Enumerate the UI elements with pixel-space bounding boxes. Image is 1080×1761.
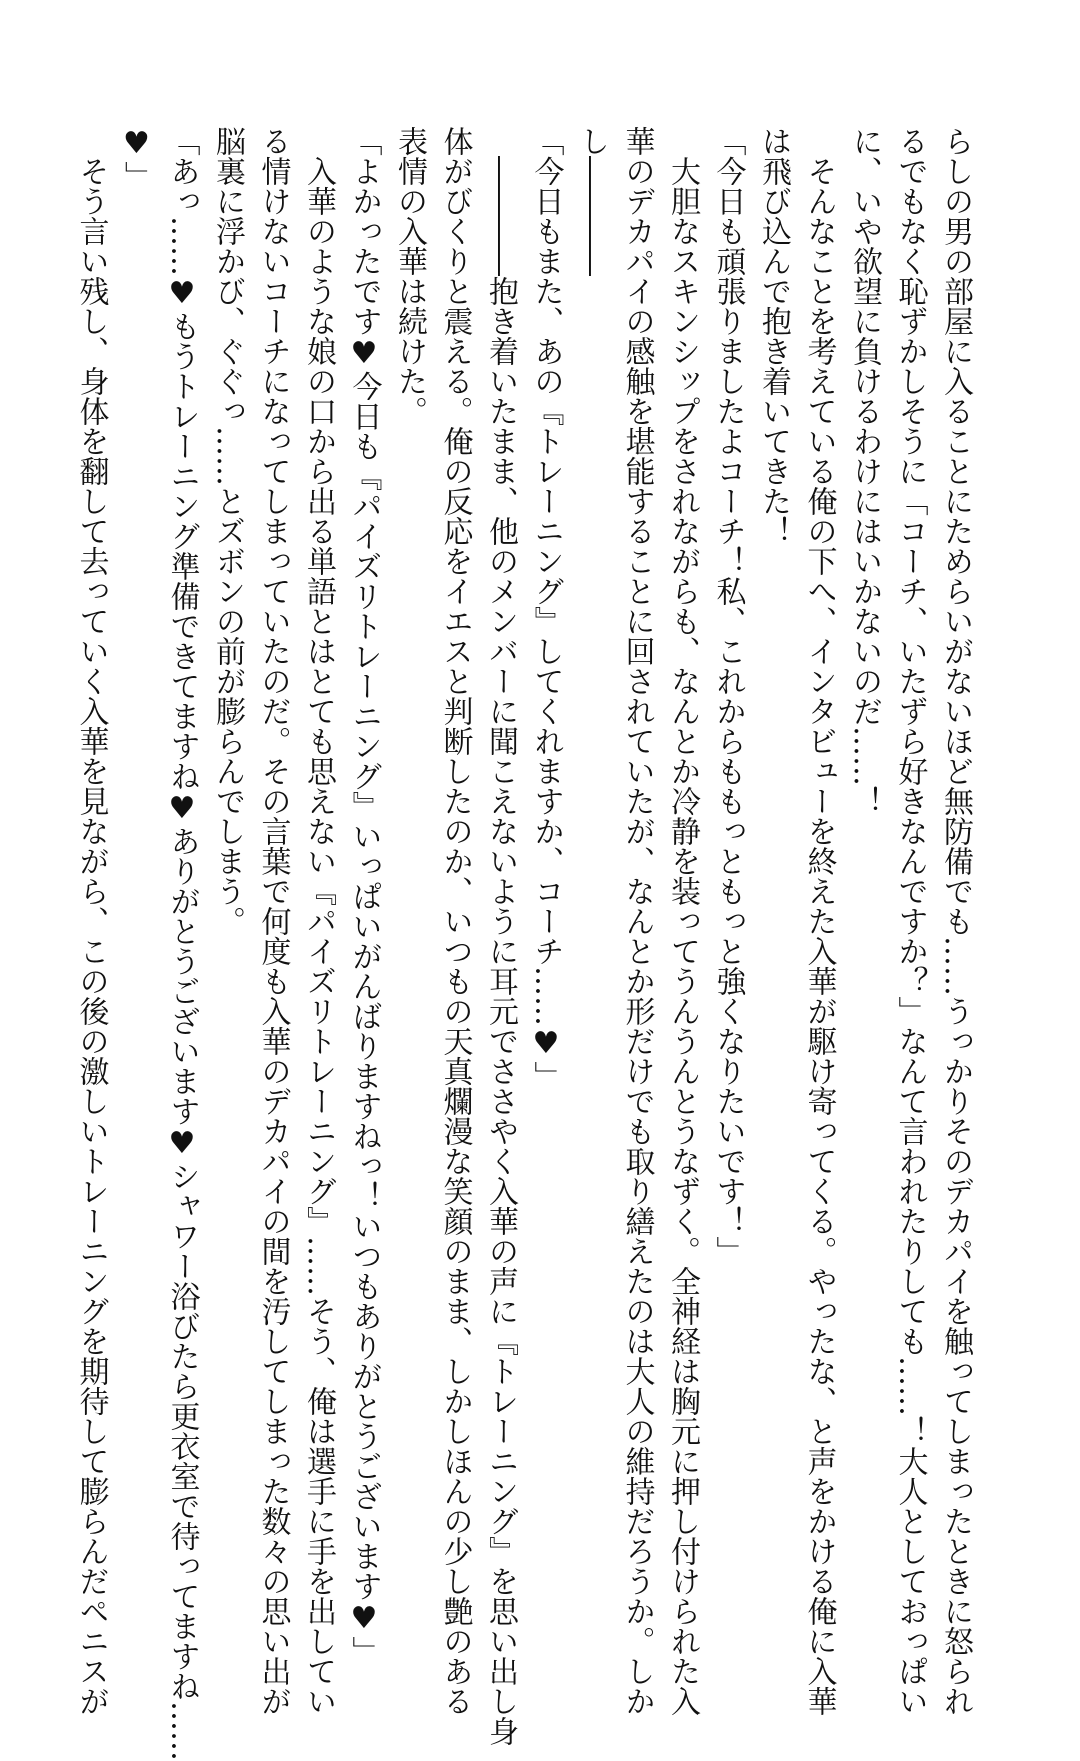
text-line: は飛び込んで抱き着いてきた！ bbox=[756, 126, 791, 546]
text-line: 体がびくりと震える。俺の反応をイエスと判断したのか、いつもの天真爛漫な笑顔のまま、しかしほんの少し艶のある bbox=[437, 126, 473, 1716]
text-line: 入華のような娘の口から出る単語とはとても思えない『パイズリトレーニング』……そう、俺は選手に手を出してい bbox=[301, 126, 336, 1716]
text-line: し―――― bbox=[574, 126, 609, 276]
text-line: ♥」 bbox=[119, 126, 154, 191]
text-line: 大胆なスキンシップをされながらも、なんとか冷静を装ってうんうんとうなずく。全神経は胸元に押し付けられた入 bbox=[665, 126, 700, 1716]
text-line: そんなことを考えている俺の下へ、インタビューを終えた入華が駆け寄ってくる。やったな、と声をかける俺に入華 bbox=[801, 126, 837, 1716]
text-line: そう言い残し、身体を翻して去っていく入華を見ながら、この後の激しいトレーニングを期待して膨らんだペニスが bbox=[73, 126, 109, 1716]
text-line: 華のデカパイの感触を堪能することに回されていたが、なんとか形だけでも取り繕えたのは大人の維持だろうか。しか bbox=[619, 126, 655, 1716]
text-line: る情けないコーチになってしまっていたのだ。その言葉で何度も入華のデカパイの間を汚してしまった数々の思い出が bbox=[255, 126, 291, 1716]
text-line: 「よかったです♥今日も『パイズリトレーニング』いっぱいがんばりますねっ！いつもありがとうございます♥」 bbox=[346, 126, 382, 1666]
text-line: 表情の入華は続けた。 bbox=[392, 126, 427, 426]
text-line: らしの男の部屋に入ることにためらいがないほど無防備でも……うっかりそのデカパイを触ってしまったときに怒られ bbox=[938, 126, 973, 1716]
text-line: ――――抱き着いたまま、他のメンバーに聞こえないように耳元でささやく入華の声に『トレーニング』を思い出し身 bbox=[483, 126, 518, 1746]
text-line: 「今日もまた、あの『トレーニング』してくれますか、コーチ……♥」 bbox=[528, 126, 564, 1091]
text-line: 「あっ……♥もうトレーニング準備できてますね♥ありがとうございます♥シャワー浴びたら更衣室で待ってますね…… bbox=[164, 126, 200, 1761]
text-line: るでもなく恥ずかしそうに「コーチ、いたずら好きなんですか？」なんて言われたりしても……！大人としておっぱい bbox=[892, 126, 928, 1716]
vertical-text-body bbox=[68, 126, 978, 1761]
text-line: に、いや欲望に負けるわけにはいかないのだ……！ bbox=[847, 126, 882, 816]
text-line: 脳裏に浮かび、ぐぐっ……とズボンの前が膨らんでしまう。 bbox=[210, 126, 245, 936]
text-line: 「今日も頑張りましたよコーチ！私、これからももっともっと強くなりたいです！」 bbox=[710, 126, 746, 1266]
